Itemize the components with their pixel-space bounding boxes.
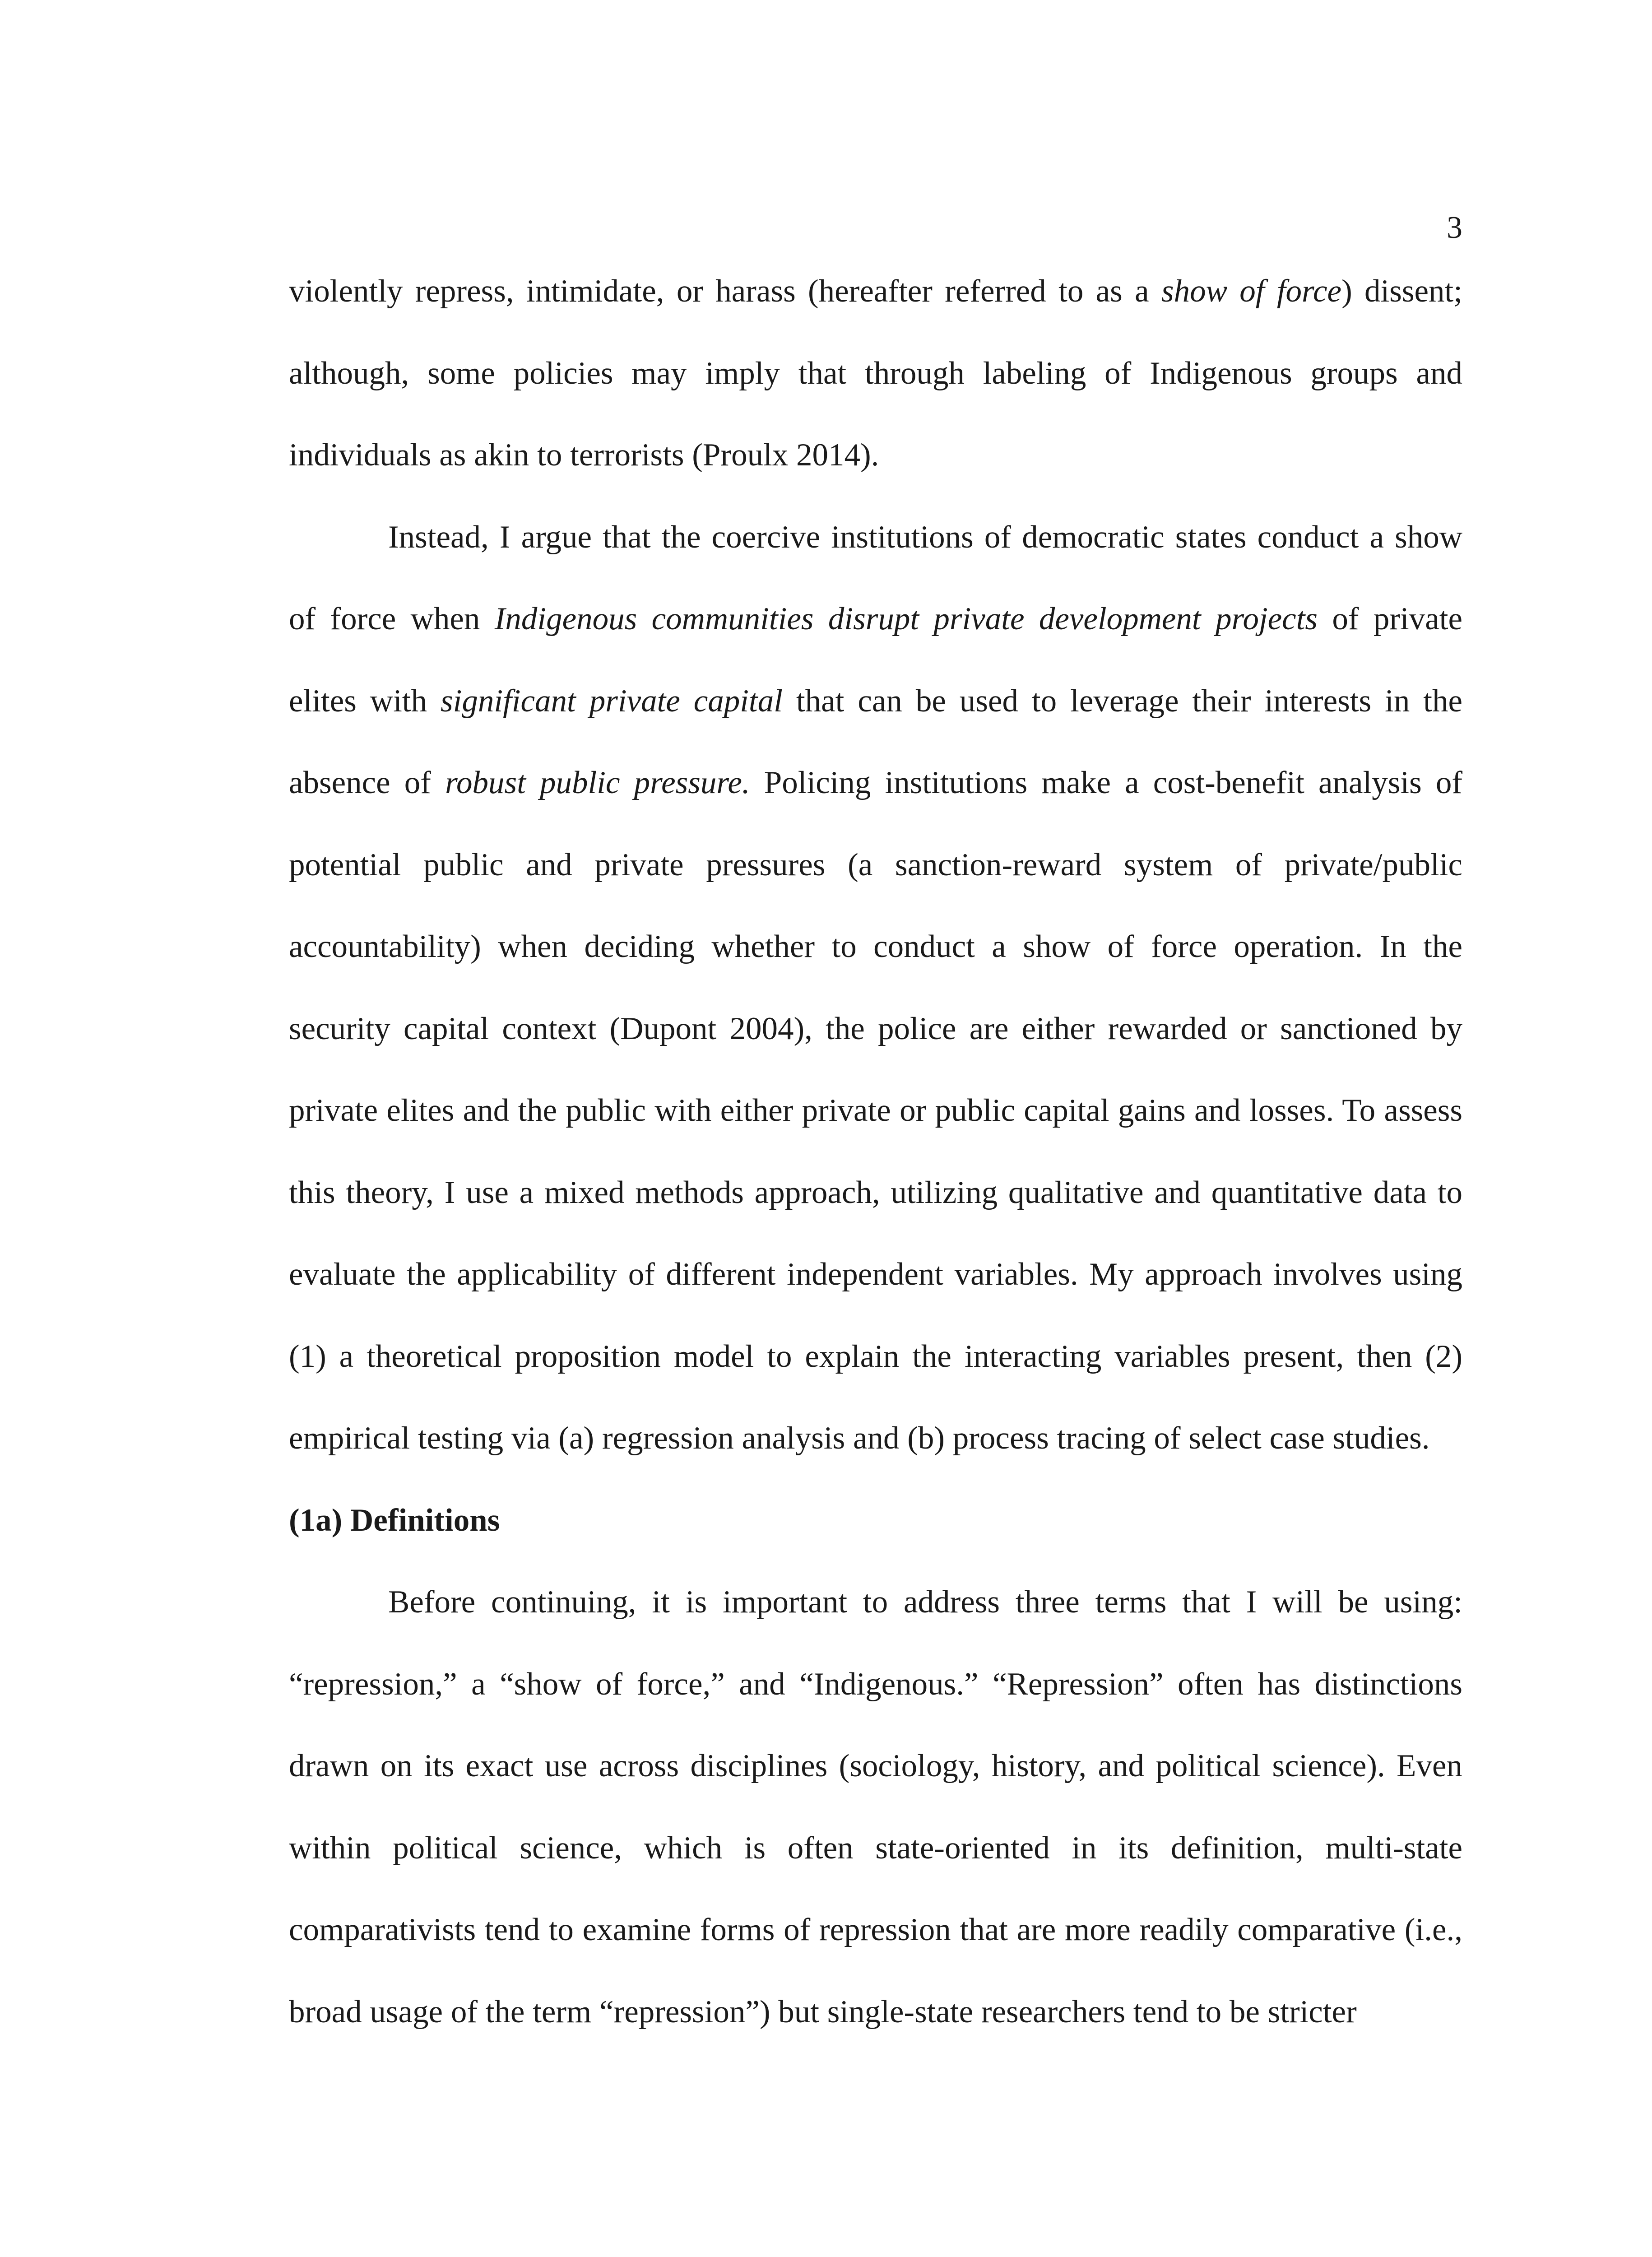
italic-term: robust public pressure. [445, 765, 750, 800]
italic-term: Indigenous communities disrupt private development projects [494, 601, 1318, 636]
text-run: Instead, I argue that the coercive institutions of democratic states conduct a show of force when [289, 519, 1462, 636]
italic-term: show of force [1161, 274, 1342, 309]
text-run: Before continuing, it is important to address three terms that I will be using: “repression,” a “show of force,” and “Indigenous.” “Repression” often has distinctions drawn on its exact use across disciplines (sociology, history, and political science). Even within political science, which is often state-oriented in its definition, multi-state comparativists tend to examine forms of repression that are more readily comparative (i.e., broad usage of the term “repression”) but single-state researchers tend to be stricter [289, 1584, 1462, 2029]
text-run: that can be used to leverage their interests in the absence of [289, 683, 1463, 800]
text-body [289, 251, 1462, 2053]
italic-term: significant private capital [440, 683, 783, 719]
text-run: ) dissent; although, some policies may imply that through labeling of Indigenous groups and individuals as akin to terrorists (Proulx 2014). [289, 274, 1462, 473]
text-run: Policing institutions make a cost-benefit analysis of potential public and private pressures (a sanction-reward system of private/public accountability) when deciding whether to conduct a show of force operation. In the security capital context (Dupont 2004), the police are either rewarded or sanctioned by private elites and the public with either private or public capital gains and losses. To assess this theory, I use a mixed methods approach, utilizing qualitative and quantitative data to evaluate the applicability of different independent variables. My approach involves using (1) a theoretical proposition model to explain the interacting variables present, then (2) empirical testing via (a) regression analysis and (b) process tracing of select case studies. [289, 765, 1462, 1456]
paragraph-definitions [289, 1561, 1462, 2053]
paragraph-show-of-force-intro [289, 251, 1462, 497]
text-run: of private elites with [289, 601, 1463, 719]
section-heading: (1a) Definitions [289, 1502, 500, 1538]
text-run: violently repress, intimidate, or harass (hereafter referred to as a [289, 274, 1161, 309]
paragraph-argument [289, 497, 1462, 1480]
page-number: 3 [1447, 210, 1462, 245]
